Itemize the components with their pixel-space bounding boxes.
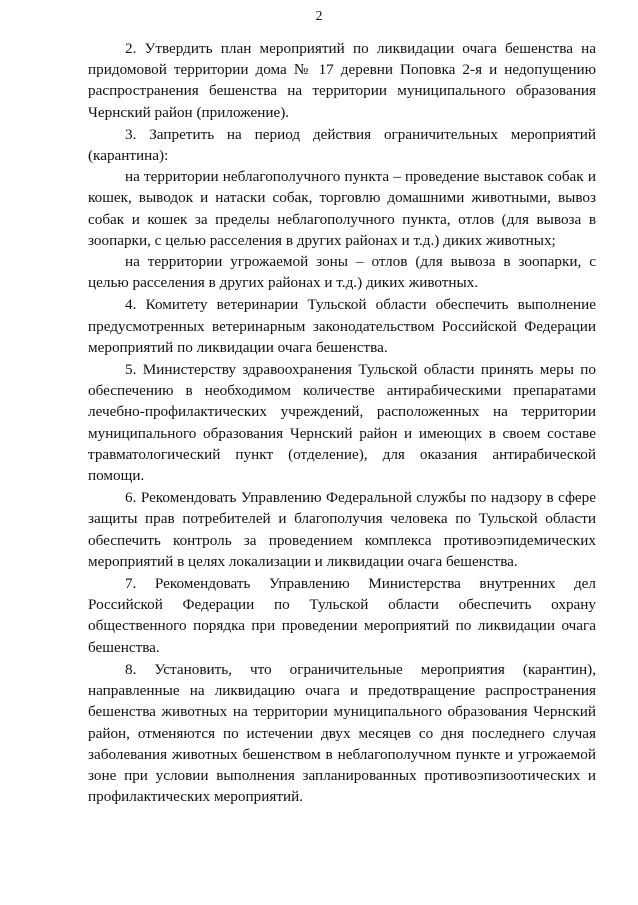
paragraph-6-consumer-protection: 6. Рекомендовать Управлению Федеральной службы по надзору в сфере защиты прав потребителей и благополучия человека по Тульской области обеспечить контроль за проведением комплекса противоэпидемических мероприятий в целях локализации и ликвидации очага бешенства. bbox=[88, 489, 596, 570]
paragraph-8-quarantine-end: 8. Установить, что ограничительные мероприятия (карантин), направленные на ликвидацию очага и предотвращение распространения бешенства животных на территории муниципального образования Чернский район, отменяются по истечении двух месяцев со дня последнего случая заболевания животных бешенством в неблагополучном пункте и угрожаемой зоне при условии выполнения запланированных противоэпизоотических и профилактических мероприятий. bbox=[88, 660, 596, 806]
paragraph-3-threatened-zone: на территории угрожаемой зоны – отлов (для вывоза в зоопарки, с целью расселения в других районах и т.д.) диких животных. bbox=[88, 253, 596, 292]
paragraph-5-health-ministry: 5. Министерству здравоохранения Тульской области принять меры по обеспечению в необходимом количестве антирабическими препаратами лечебно-профилактических учреждений, расположенных на территории муниципального образования Чернский район и имеющих в своем составе травматологический пункт (отделение), для оказания антирабической помощи. bbox=[88, 361, 596, 485]
paragraph-3-prohibit: 3. Запретить на период действия ограничительных мероприятий (карантина): bbox=[88, 125, 596, 165]
document-body bbox=[88, 38, 596, 807]
paragraph-2-approve-plan: 2. Утвердить план мероприятий по ликвидации очага бешенства на придомовой территории дома № 17 деревни Поповка 2-я и недопущению распространения бешенства на территории муниципального образования Чернский район (приложение). bbox=[88, 40, 596, 121]
paragraph-7-internal-affairs: 7. Рекомендовать Управлению Министерства внутренних дел Российской Федерации по Тульской области обеспечить охрану общественного порядка при проведении мероприятий по ликвидации очага бешенства. bbox=[88, 575, 596, 656]
paragraph-4-veterinary-committee: 4. Комитету ветеринарии Тульской области обеспечить выполнение предусмотренных ветеринарным законодательством Российской Федерации мероприятий по ликвидации очага бешенства. bbox=[88, 296, 596, 356]
paragraph-3-unfavorable-point: на территории неблагополучного пункта – проведение выставок собак и кошек, выводок и натаски собак, торговлю домашними животными, вывоз собак и кошек за пределы неблагополучного пункта, отлов (для вывоза в зоопарки, с целью расселения в других районах и т.д.) диких животных; bbox=[88, 168, 596, 249]
page-number: 2 bbox=[315, 9, 323, 24]
